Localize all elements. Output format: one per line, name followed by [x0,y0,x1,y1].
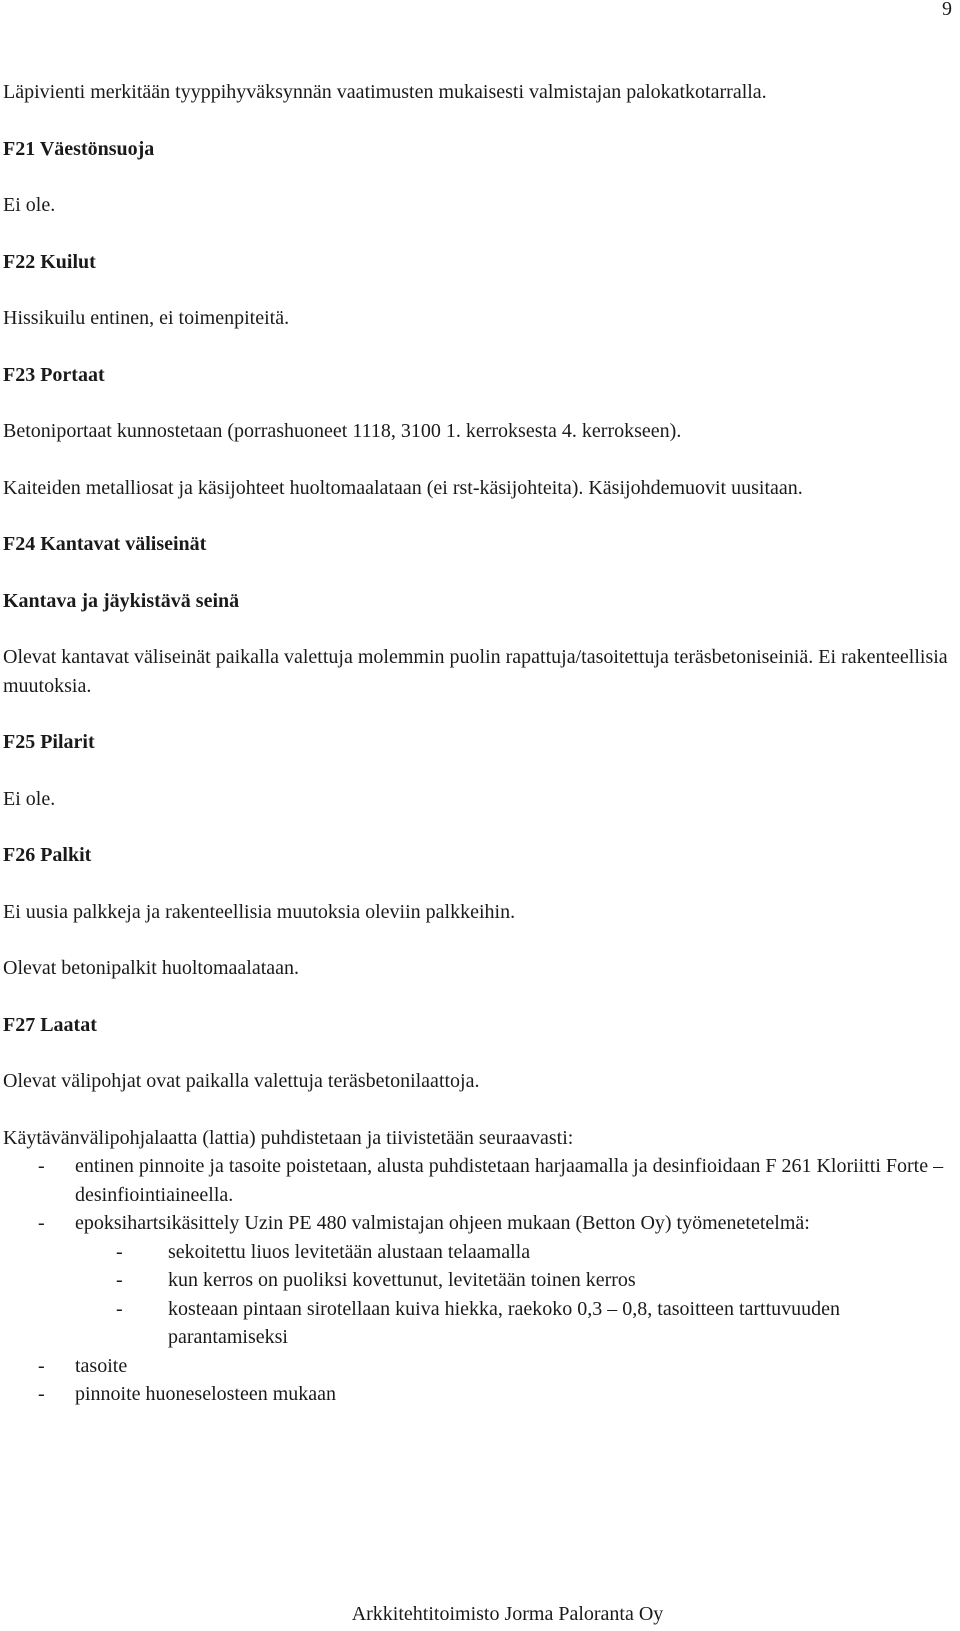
sub-list-item [3,1238,953,1267]
list-item [3,1380,953,1409]
paragraph: Ei ole. [3,194,56,216]
list-item-text: tasoite [75,1354,128,1377]
list-item-text: entinen pinnoite ja tasoite poistetaan, alusta puhdistetaan harjaamalla ja desinfioidaan F 261 Kloriitti Forte –desinfiointiaineella. [75,1155,944,1206]
list-dash: - [38,1354,45,1377]
sub-list-item [3,1266,953,1295]
list-dash: - [116,1297,123,1320]
paragraph: Kaiteiden metalliosat ja käsijohteet huoltomaalataan (ei rst-käsijohteita). Käsijohdemuovit uusitaan. [3,476,803,499]
heading-f25: F25 Pilarit [3,731,95,753]
list-dash: - [38,1155,45,1177]
heading-f27: F27 Laatat [3,1013,97,1036]
list-item-text: pinnoite huoneselosteen mukaan [75,1383,337,1405]
heading-f26: F26 Palkit [3,844,92,866]
list-item [3,1352,953,1381]
paragraph: Käytävänvälipohjalaatta (lattia) puhdistetaan ja tiivistetään seuraavasti: [3,1126,574,1149]
list-item [3,1152,953,1209]
sub-list-item-text: sekoitettu liuos levitetään alustaan telaamalla [168,1240,531,1263]
subheading-f24: Kantava ja jäykistävä seinä [3,589,240,612]
heading-f24: F24 Kantavat väliseinät [3,533,207,555]
paragraph: Ei uusia palkkeja ja rakenteellisia muutoksia oleviin palkkeihin. [3,900,516,923]
paragraph: Läpivienti merkitään tyyppihyväksynnän vaatimusten mukaisesti valmistajan palokatkotarralla. [3,81,767,103]
heading-f23: F23 Portaat [3,363,105,386]
heading-f22: F22 Kuilut [3,250,96,273]
paragraph: Ei ole. [3,787,56,810]
paragraph: Betoniportaat kunnostetaan (porrashuoneet 1118, 3100 1. kerroksesta 4. kerrokseen). [3,420,682,442]
document-body [3,78,953,1409]
list-dash: - [38,1212,45,1234]
page-number: 9 [942,0,952,20]
paragraph: Olevat kantavat väliseinät paikalla valettuja molemmin puolin rapattuja/tasoitettuja teräsbetoniseiniä. Ei rakenteellisia muutoksia. [3,646,948,697]
heading-f21: F21 Väestönsuoja [3,137,155,160]
list-dash: - [116,1269,123,1291]
list-dash: - [38,1383,45,1405]
sub-list-item-text: kosteaan pintaan sirotellaan kuiva hiekka, raekoko 0,3 – 0,8, tasoitteen tarttuvuuden parantamiseksi [168,1297,841,1348]
list-dash: - [116,1240,123,1263]
page-footer: Arkkitehtitoimisto Jorma Paloranta Oy [351,1603,664,1625]
paragraph: Hissikuilu entinen, ei toimenpiteitä. [3,307,290,329]
sub-list-item-text: kun kerros on puoliksi kovettunut, levitetään toinen kerros [168,1269,636,1291]
paragraph: Olevat välipohjat ovat paikalla valettuja teräsbetonilaattoja. [3,1070,480,1092]
sub-list-item [3,1295,953,1352]
list-item-text: epoksihartsikäsittely Uzin PE 480 valmistajan ohjeen mukaan (Betton Oy) työmenetetelmä: [75,1212,810,1234]
paragraph: Olevat betonipalkit huoltomaalataan. [3,957,300,979]
list-item [3,1209,953,1238]
